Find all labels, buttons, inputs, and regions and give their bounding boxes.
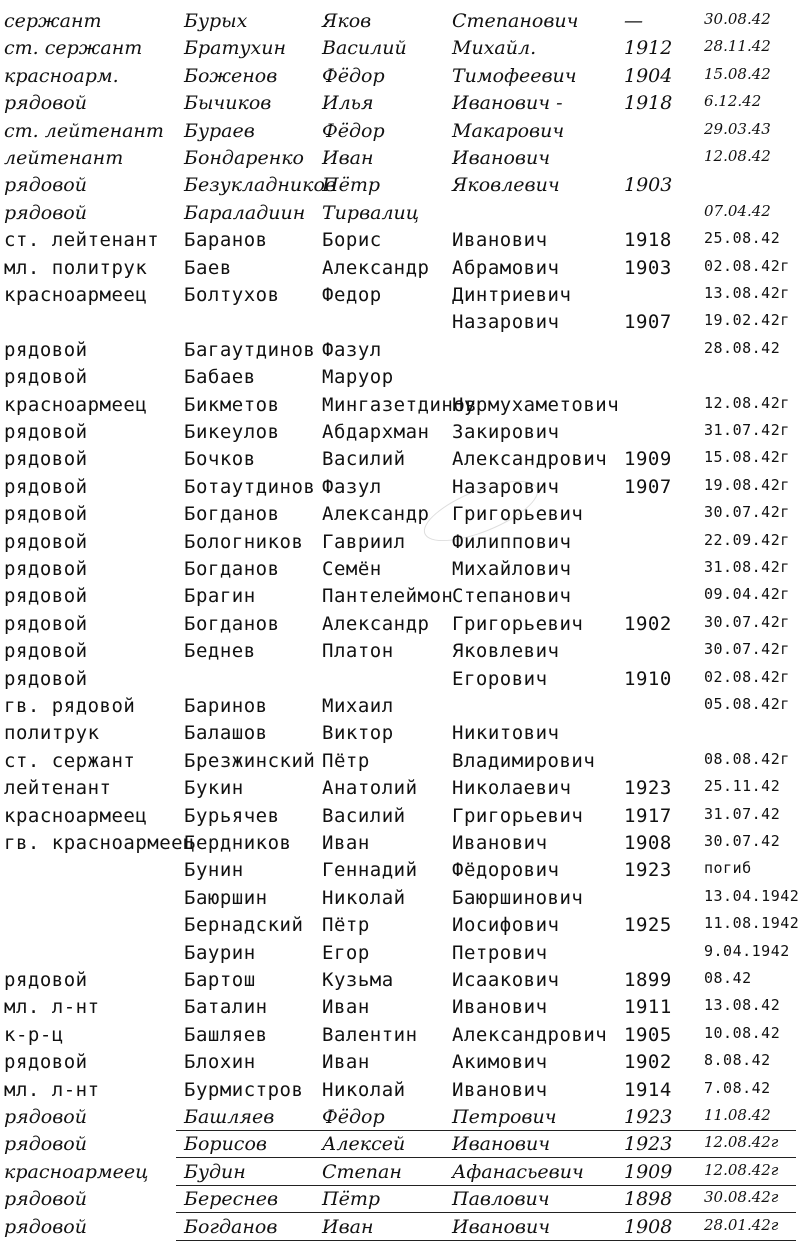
surname-cell: Бондаренко [184,147,304,169]
birth-year-cell: 1903 [624,256,672,279]
first-name-cell: Иван [322,996,370,1019]
surname-cell: Бурьячев [184,804,280,827]
rank-cell: лейтенант [4,147,124,169]
first-name-cell: Фазул [322,475,382,498]
date-cell: 8.08.42 [704,1051,771,1070]
rank-cell: рядовой [4,475,88,498]
first-name-cell: Маруор [322,366,394,389]
first-name-cell: Мингазетдинов [322,393,478,416]
rank-cell: рядовой [4,366,88,389]
patronymic-cell: Нурмухаметович [452,393,620,416]
rank-cell: рядовой [4,667,88,690]
patronymic-cell: Яковлевич [452,640,560,663]
rank-cell: рядовой [4,1106,87,1128]
patronymic-cell: Иванович - [452,92,563,115]
surname-cell: Брагин [184,585,256,608]
date-cell: погиб [704,859,752,878]
patronymic-cell: Егорович [452,667,548,690]
row-underline [176,1212,796,1213]
birth-year-cell: 1909 [624,1160,673,1183]
birth-year-cell: 1917 [624,804,672,827]
date-cell: 11.08.42 [704,1106,771,1124]
rank-cell: ст. лейтенант [4,119,164,142]
date-cell: 29.03.43 [704,119,771,138]
patronymic-cell: Тимофеевич [452,64,577,87]
date-cell: 22.09.42г [704,530,790,549]
rank-cell: красноармеец [4,1160,149,1183]
birth-year-cell: 1907 [624,475,672,498]
patronymic-cell: Иванович [452,229,548,252]
date-cell: 31.07.42г [704,421,790,439]
birth-year-cell: — [624,10,643,32]
rank-cell: красноарм. [4,64,119,87]
patronymic-cell: Филиппович [452,530,572,553]
birth-year-cell: 1923 [624,1106,673,1128]
birth-year-cell: 1923 [624,859,672,882]
patronymic-cell: Николаевич [452,777,572,800]
rank-cell: мл. политрук [4,256,148,279]
surname-cell: Башляев [184,1023,268,1046]
birth-year-cell: 1899 [624,969,672,991]
surname-cell: Балашов [184,722,268,745]
birth-year-cell: 1923 [624,777,672,800]
patronymic-cell: Владимирович [452,749,596,772]
date-cell: 30.08.42г [704,1188,779,1207]
birth-year-cell: 1925 [624,914,672,937]
patronymic-cell: Иванович [452,1215,551,1238]
patronymic-cell: Александрович [452,1023,608,1046]
birth-year-cell: 1914 [624,1078,672,1101]
patronymic-cell: Степанович [452,585,572,608]
surname-cell: Баранов [184,229,268,252]
rank-cell: гв. красноармеец [4,832,196,854]
rank-cell: лейтенант [4,777,112,800]
rank-cell: рядовой [4,530,88,553]
rank-cell: ст. сержант [4,749,136,772]
surname-cell: Береснев [184,1188,279,1211]
rank-cell: рядовой [4,612,88,635]
first-name-cell: Александр [322,256,430,279]
patronymic-cell: Баюршинович [452,886,584,909]
first-name-cell: Фазул [322,338,382,361]
first-name-cell: Борис [322,229,382,252]
first-name-cell: Кузьма [322,969,394,991]
surname-cell: Братухин [184,37,286,60]
date-cell: 28.08.42 [704,338,781,357]
surname-cell: Богданов [184,558,280,580]
surname-cell: Будин [184,1160,246,1183]
patronymic-cell: Михайл. [452,37,537,60]
first-name-cell: Фёдор [322,119,385,142]
rank-cell: рядовой [4,1215,87,1238]
birth-year-cell: 1902 [624,1051,672,1074]
surname-cell: Богданов [184,612,280,635]
birth-year-cell: 1910 [624,667,672,690]
rank-cell: к-р-ц [4,1023,64,1046]
surname-cell: Брезжинский [184,749,316,772]
first-name-cell: Семён [322,558,382,580]
surname-cell: Бердников [184,832,292,854]
date-cell: 07.04.42 [704,201,771,220]
rank-cell: рядовой [4,1133,87,1156]
first-name-cell: Иван [322,1215,374,1238]
date-cell: 08.08.42г [704,749,790,768]
first-name-cell: Пётр [322,174,380,197]
birth-year-cell: 1903 [624,174,673,197]
surname-cell: Бартош [184,969,256,991]
first-name-cell: Александр [322,503,430,526]
surname-cell: Баев [184,256,232,279]
birth-year-cell: 1902 [624,612,672,635]
date-cell: 30.08.42 [704,10,771,28]
date-cell: 31.07.42 [704,804,781,823]
rank-cell: рядовой [4,503,88,526]
first-name-cell: Алексей [322,1133,406,1156]
patronymic-cell: Иванович [452,1078,548,1101]
date-cell: 30.07.42г [704,612,790,631]
surname-cell: Бикметов [184,393,280,416]
date-cell: 25.08.42 [704,229,781,248]
surname-cell: Болтухов [184,284,280,306]
birth-year-cell: 1912 [624,37,673,60]
date-cell: 31.08.42г [704,558,790,576]
first-name-cell: Пётр [322,1188,380,1211]
patronymic-cell: Степанович [452,10,579,32]
date-cell: 15.08.42г [704,448,790,467]
rank-cell: мл. л-нт [4,996,100,1019]
patronymic-cell: Петрович [452,1106,557,1128]
first-name-cell: Геннадий [322,859,418,882]
patronymic-cell: Михайлович [452,558,572,580]
surname-cell: Баринов [184,695,268,717]
rank-cell: рядовой [4,585,88,608]
date-cell: 15.08.42 [704,64,771,83]
date-cell: 19.08.42г [704,475,790,494]
date-cell: 08.42 [704,969,752,987]
row-underline [176,1157,796,1158]
first-name-cell: Степан [322,1160,402,1183]
patronymic-cell: Яковлевич [452,174,560,197]
date-cell: 28.11.42 [704,37,771,56]
first-name-cell: Пантелеймон [322,585,454,608]
surname-cell: Бураев [184,119,255,142]
surname-cell: Баурин [184,941,256,964]
surname-cell: Бычиков [184,92,272,115]
birth-year-cell: 1898 [624,1188,673,1211]
patronymic-cell: Григорьевич [452,612,584,635]
rank-cell: ст. сержант [4,37,143,60]
rank-cell: мл. л-нт [4,1078,100,1101]
surname-cell: Ботаутдинов [184,475,316,498]
patronymic-cell: Динтриевич [452,284,572,306]
rank-cell: красноармеец [4,393,148,416]
first-name-cell: Илья [322,92,374,115]
rank-cell: рядовой [4,92,87,115]
surname-cell: Букин [184,777,244,800]
row-underline [176,1185,796,1186]
patronymic-cell: Акимович [452,1051,548,1074]
rank-cell: ст. лейтенант [4,229,160,252]
first-name-cell: Платон [322,640,394,663]
first-name-cell: Михаил [322,695,394,717]
first-name-cell: Александр [322,612,430,635]
patronymic-cell: Закирович [452,421,560,443]
patronymic-cell: Афанасьевич [452,1160,584,1183]
date-cell: 02.08.42г [704,667,790,686]
first-name-cell: Яков [322,10,372,32]
surname-cell: Бологников [184,530,304,553]
birth-year-cell: 1923 [624,1133,673,1156]
surname-cell: Баталин [184,996,268,1019]
surname-cell: Бочков [184,448,256,471]
patronymic-cell: Никитович [452,722,560,745]
surname-cell: Безукладников [184,174,336,197]
first-name-cell: Валентин [322,1023,418,1046]
rank-cell: рядовой [4,448,88,471]
patronymic-cell: Макарович [452,119,565,142]
rank-cell: красноармеец [4,804,148,827]
surname-cell: Бернадский [184,914,304,937]
patronymic-cell: Александрович [452,448,608,471]
date-cell: 12.08.42г [704,1133,779,1152]
patronymic-cell: Назарович [452,311,560,334]
patronymic-cell: Григорьевич [452,503,584,526]
birth-year-cell: 1908 [624,832,672,854]
first-name-cell: Тирвалиц [322,201,420,224]
row-underline [176,1130,796,1131]
surname-cell: Баюршин [184,886,268,909]
first-name-cell: Иван [322,1051,370,1074]
date-cell: 12.08.42г [704,393,790,412]
first-name-cell: Иван [322,147,374,169]
date-cell: 13.04.1942 [704,886,800,905]
surname-cell: Бурмистров [184,1078,304,1101]
date-cell: 30.07.42г [704,503,790,522]
surname-cell: Бунин [184,859,244,882]
date-cell: 02.08.42г [704,256,790,275]
surname-cell: Богданов [184,503,280,526]
date-cell: 30.07.42г [704,640,790,659]
surname-cell: Бурых [184,10,248,32]
rank-cell: гв. рядовой [4,695,136,717]
rank-cell: рядовой [4,174,87,197]
patronymic-cell: Иосифович [452,914,560,937]
first-name-cell: Егор [322,941,370,964]
patronymic-cell: Исаакович [452,969,560,991]
patronymic-cell: Фёдорович [452,859,560,882]
date-cell: 13.08.42г [704,284,790,302]
date-cell: 11.08.1942 [704,914,800,933]
birth-year-cell: 1908 [624,1215,673,1238]
patronymic-cell: Иванович [452,1133,551,1156]
rank-cell: рядовой [4,201,87,224]
first-name-cell: Гавриил [322,530,406,553]
rank-cell: рядовой [4,1188,87,1211]
first-name-cell: Анатолий [322,777,418,800]
first-name-cell: Василий [322,448,406,471]
first-name-cell: Иван [322,832,370,854]
patronymic-cell: Иванович [452,147,551,169]
patronymic-cell: Петрович [452,941,548,964]
patronymic-cell: Павлович [452,1188,550,1211]
row-underline [176,1240,796,1241]
patronymic-cell: Назарович [452,475,560,498]
patronymic-cell: Григорьевич [452,804,584,827]
date-cell: 9.04.1942 [704,941,790,960]
date-cell: 7.08.42 [704,1078,771,1097]
rank-cell: рядовой [4,338,88,361]
date-cell: 10.08.42 [704,1023,781,1042]
first-name-cell: Виктор [322,722,394,745]
date-cell: 30.07.42 [704,832,781,850]
date-cell: 09.04.42г [704,585,790,604]
date-cell: 12.08.42 [704,147,771,165]
first-name-cell: Василий [322,37,407,60]
birth-year-cell: 1909 [624,448,672,471]
surname-cell: Башляев [184,1106,275,1128]
first-name-cell: Абдархман [322,421,430,443]
birth-year-cell: 1918 [624,229,672,252]
rank-cell: рядовой [4,558,88,580]
date-cell: 05.08.42г [704,695,790,713]
birth-year-cell: 1904 [624,64,673,87]
surname-cell: Беднев [184,640,256,663]
birth-year-cell: 1918 [624,92,673,115]
first-name-cell: Николай [322,886,406,909]
surname-cell: Багаутдинов [184,338,316,361]
rank-cell: рядовой [4,969,88,991]
date-cell: 13.08.42 [704,996,781,1015]
date-cell: 28.01.42г [704,1215,779,1234]
first-name-cell: Фёдор [322,1106,385,1128]
first-name-cell: Фёдор [322,64,385,87]
rank-cell: красноармеец [4,284,148,306]
first-name-cell: Федор [322,284,382,306]
rank-cell: рядовой [4,421,88,443]
surname-cell: Бикеулов [184,421,280,443]
surname-cell: Бараладиин [184,201,306,224]
first-name-cell: Пётр [322,749,370,772]
patronymic-cell: Иванович [452,832,548,854]
patronymic-cell: Абрамович [452,256,560,279]
patronymic-cell: Иванович [452,996,548,1019]
first-name-cell: Василий [322,804,406,827]
surname-cell: Богданов [184,1215,278,1238]
surname-cell: Бабаев [184,366,256,389]
rank-cell: политрук [4,722,100,745]
date-cell: 12.08.42г [704,1160,779,1179]
birth-year-cell: 1905 [624,1023,672,1046]
date-cell: 25.11.42 [704,777,781,796]
birth-year-cell: 1907 [624,311,672,334]
date-cell: 19.02.42г [704,311,790,330]
surname-cell: Боженов [184,64,278,87]
rank-cell: рядовой [4,640,88,663]
birth-year-cell: 1911 [624,996,672,1019]
surname-cell: Блохин [184,1051,256,1074]
surname-cell: Борисов [184,1133,267,1156]
rank-cell: сержант [4,10,102,32]
rank-cell: рядовой [4,1051,88,1074]
first-name-cell: Пётр [322,914,370,937]
first-name-cell: Николай [322,1078,406,1101]
date-cell: 6.12.42 [704,92,762,111]
